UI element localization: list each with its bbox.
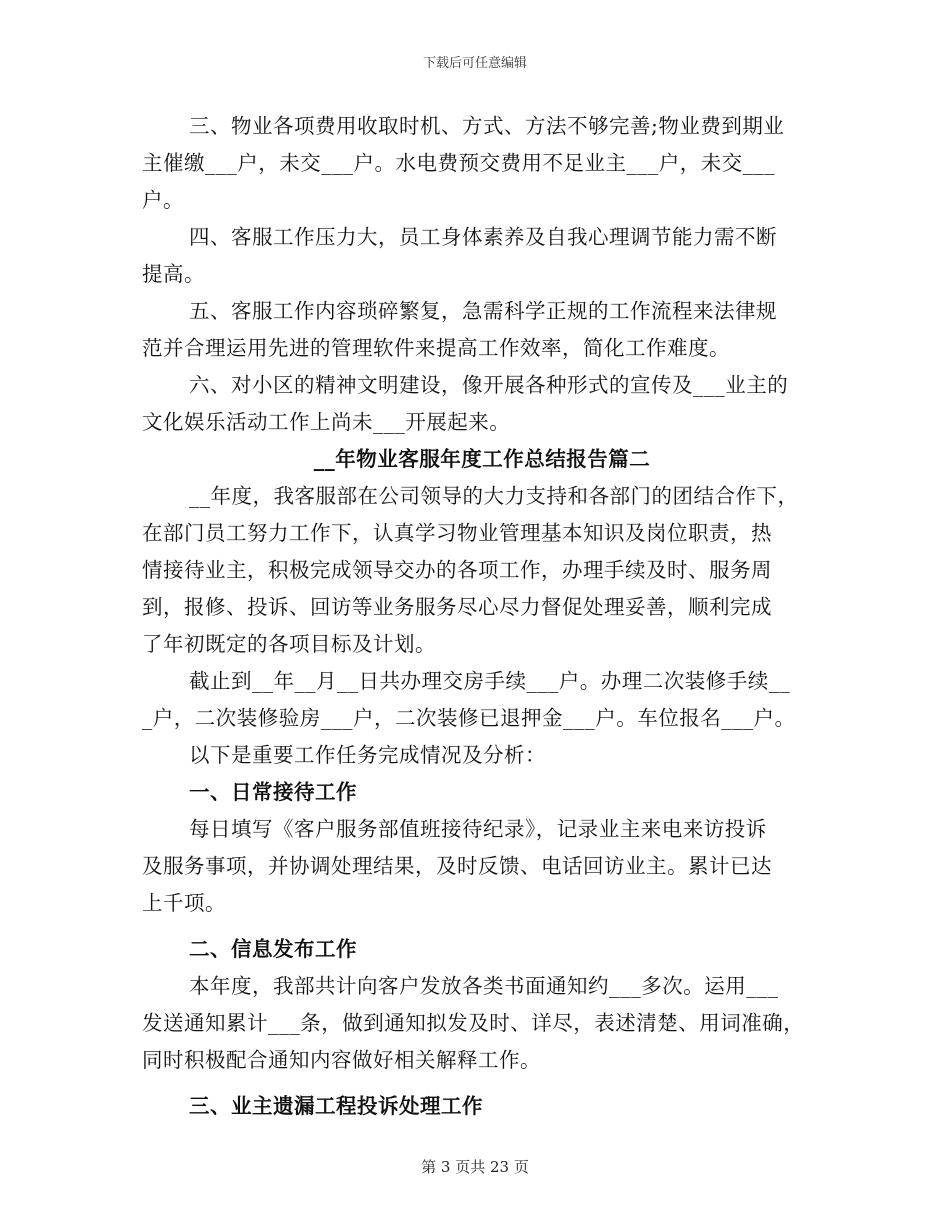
text-line: 本年度，我部共计向客户发放各类书面通知约___多次。运用___ <box>189 974 779 998</box>
page-header: 下载后可任意编辑 <box>422 56 527 71</box>
text-line: 范并合理运用先进的管理软件来提高工作效率，简化工作难度。 <box>142 336 730 360</box>
text-line: 三、物业各项费用收取时机、方式、方法不够完善;物业费到期业 <box>189 114 785 138</box>
text-line: 了年初既定的各项目标及计划。 <box>142 632 436 656</box>
text-line: 到，报修、投诉、回访等业务服务尽心尽力督促处理妥善，顺利完成 <box>142 595 772 619</box>
text-line: 在部门员工努力工作下，认真学习物业管理基本知识及岗位职责，热 <box>142 521 772 545</box>
section-title: __年物业客服年度工作总结报告篇二 <box>313 447 651 471</box>
document-body <box>142 108 822 1125</box>
text-line: 以下是重要工作任务完成情况及分析： <box>189 743 546 767</box>
text-line: 截止到__年__月__日共办理交房手续___户。办理二次装修手续__ <box>189 669 791 693</box>
text-line: 提高。 <box>142 262 205 286</box>
text-line: 情接待业主，积极完成领导交办的各项工作，办理手续及时、服务周 <box>142 558 772 582</box>
text-line: 主催缴___户，未交___户。水电费预交费用不足业主___户，未交___ <box>142 151 775 175</box>
text-line: 五、客服工作内容琐碎繁复，急需科学正规的工作流程来法律规 <box>189 299 777 323</box>
text-line: 及服务事项，并协调处理结果，及时反馈、电话回访业主。累计已达 <box>142 854 772 878</box>
text-line: 户。 <box>142 188 184 212</box>
text-line: __年度，我客服部在公司领导的大力支持和各部门的团结合作下， <box>189 484 799 508</box>
text-line: 同时积极配合通知内容做好相关解释工作。 <box>142 1048 541 1072</box>
subsection-heading: 一、日常接待工作 <box>189 780 357 804</box>
text-line: 四、客服工作压力大，员工身体素养及自我心理调节能力需不断 <box>189 225 777 249</box>
page-footer: 第 3 页共 23 页 <box>421 1158 529 1176</box>
text-line: 文化娱乐活动工作上尚未___开展起来。 <box>142 410 511 434</box>
subsection-heading: 二、信息发布工作 <box>189 937 357 961</box>
text-line: 上千项。 <box>142 891 226 915</box>
text-line: 每日填写《客户服务部值班接待纪录》，记录业主来电来访投诉 <box>189 817 767 841</box>
text-line: _户，二次装修验房___户，二次装修已退押金___户。车位报名___户。 <box>142 706 796 730</box>
subsection-heading: 三、业主遗漏工程投诉处理工作 <box>189 1094 483 1118</box>
text-line: 六、对小区的精神文明建设，像开展各种形式的宣传及___业主的 <box>189 373 789 397</box>
text-line: 发送通知累计___条，做到通知拟发及时、详尽，表述清楚、用词准确， <box>142 1011 805 1035</box>
